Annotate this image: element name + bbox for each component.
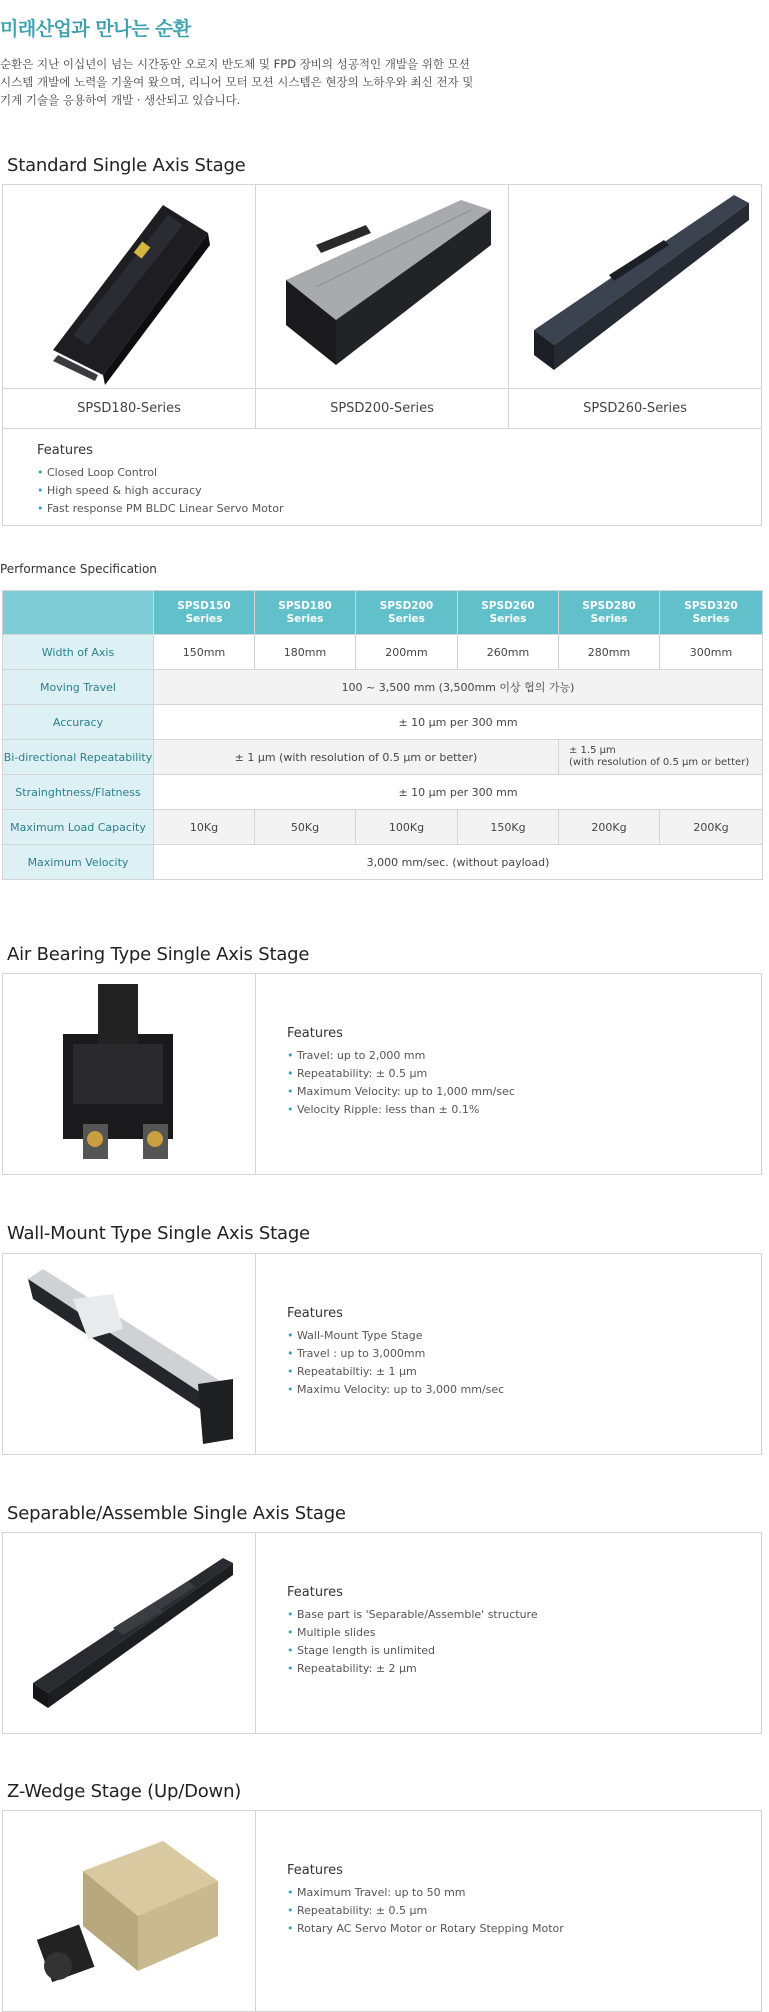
- spec-header-spsd150: [154, 591, 255, 635]
- features-list: [37, 464, 727, 518]
- row-label: Moving Travel: [3, 670, 154, 705]
- feature-item: • Velocity Ripple: less than ± 0.1%: [287, 1101, 515, 1119]
- cell-value: 100Kg: [356, 810, 458, 845]
- repeat-value-b2: (with resolution of 0.5 μm or better): [569, 757, 750, 768]
- spec-title: Performance Specification: [0, 562, 157, 576]
- spec-row-velocity: [3, 845, 763, 880]
- wall-features: [287, 1306, 504, 1399]
- header-series: Series: [286, 612, 324, 625]
- zwedge-section-title: Z-Wedge Stage (Up/Down): [7, 1781, 242, 1802]
- spec-header-spsd280: [559, 591, 660, 635]
- spec-row-accuracy: [3, 705, 763, 740]
- feature-item: • Maximu Velocity: up to 3,000 mm/sec: [287, 1381, 504, 1399]
- product-image-z-wedge: [3, 1811, 256, 2011]
- wall-section-title: Wall-Mount Type Single Axis Stage: [7, 1223, 310, 1244]
- feature-item: • Multiple slides: [287, 1624, 538, 1642]
- header-model: SPSD180: [278, 599, 332, 612]
- feature-item: • High speed & high accuracy: [37, 482, 727, 500]
- features-title: Features: [37, 443, 93, 458]
- repeat-value-b1: ± 1.5 μm: [569, 745, 616, 756]
- row-label: Bi-directional Repeatability: [3, 740, 154, 775]
- header-series: Series: [185, 612, 223, 625]
- spec-header-spsd260: [458, 591, 559, 635]
- cell-value: 50Kg: [255, 810, 356, 845]
- feature-item: • Fast response PM BLDC Linear Servo Motor: [37, 500, 727, 518]
- cell-value: ± 10 μm per 300 mm: [154, 775, 763, 810]
- row-label: Width of Axis: [3, 635, 154, 670]
- feature-item: • Rotary AC Servo Motor or Rotary Stepping Motor: [287, 1920, 564, 1938]
- wall-product-box: [2, 1253, 762, 1455]
- spec-header-row: [3, 591, 763, 635]
- spec-header-blank: [3, 591, 154, 635]
- header-model: SPSD280: [582, 599, 636, 612]
- separable-product-box: [2, 1532, 762, 1734]
- features-list: [287, 1884, 564, 1938]
- header-series: Series: [489, 612, 527, 625]
- header-series: Series: [692, 612, 730, 625]
- product-image-wall-mount: [3, 1254, 256, 1454]
- product-image-air-bearing: [3, 974, 256, 1174]
- separable-features: [287, 1585, 538, 1678]
- cell-value: 200mm: [356, 635, 458, 670]
- row-label: Accuracy: [3, 705, 154, 740]
- header-series: Series: [590, 612, 628, 625]
- cell-value: 200Kg: [559, 810, 660, 845]
- spec-row-width: [3, 635, 763, 670]
- feature-item: • Repeatabiltiy: ± 1 μm: [287, 1363, 504, 1381]
- header-series: Series: [388, 612, 425, 625]
- feature-item: • Wall-Mount Type Stage: [287, 1327, 504, 1345]
- cell-value: 100 ~ 3,500 mm (3,500mm 이상 협의 가능): [154, 670, 763, 705]
- feature-item: • Closed Loop Control: [37, 464, 727, 482]
- intro-text: 순환은 지난 이십년이 넘는 시간동안 오로지 반도체 및 FPD 장비의 성공적인 개발을 위한 모션 시스템 개발에 노력을 기울여 왔으며, 리니어 모터 모션 시스템은 현장의 노하우와 최신 전자 및 기계 기술을 응용하여 개발 · 생산되고 있습니다.: [0, 57, 474, 107]
- feature-item: • Repeatability: ± 0.5 μm: [287, 1902, 564, 1920]
- cell-value: ± 10 μm per 300 mm: [154, 705, 763, 740]
- features-list: [287, 1327, 504, 1399]
- standard-section-title: Standard Single Axis Stage: [7, 155, 246, 176]
- zwedge-features: [287, 1863, 564, 1938]
- cell-value: 300mm: [660, 635, 763, 670]
- standard-features: [3, 428, 761, 525]
- spec-header-spsd200: [356, 591, 458, 635]
- header-model: SPSD150: [177, 599, 231, 612]
- cell-value: 180mm: [255, 635, 356, 670]
- spec-header-spsd180: [255, 591, 356, 635]
- air-features: [287, 1026, 515, 1119]
- product-label-spsd180: SPSD180-Series: [3, 388, 256, 428]
- feature-item: • Travel : up to 3,000mm: [287, 1345, 504, 1363]
- feature-item: • Repeatability: ± 0.5 μm: [287, 1065, 515, 1083]
- features-list: [287, 1047, 515, 1119]
- spec-header-spsd320: [660, 591, 763, 635]
- separable-section-title: Separable/Assemble Single Axis Stage: [7, 1503, 346, 1524]
- air-section-title: Air Bearing Type Single Axis Stage: [7, 944, 310, 965]
- cell-value: 10Kg: [154, 810, 255, 845]
- header-model: SPSD260: [481, 599, 535, 612]
- cell-value: 260mm: [458, 635, 559, 670]
- features-title: Features: [287, 1863, 343, 1878]
- product-image-spsd200: [256, 185, 509, 388]
- product-label-spsd260: SPSD260-Series: [509, 388, 761, 428]
- product-label-spsd200: SPSD200-Series: [256, 388, 509, 428]
- features-list: [287, 1606, 538, 1678]
- row-label: Maximum Velocity: [3, 845, 154, 880]
- feature-item: • Stage length is unlimited: [287, 1642, 538, 1660]
- feature-item: • Travel: up to 2,000 mm: [287, 1047, 515, 1065]
- spec-row-load: [3, 810, 763, 845]
- feature-item: • Maximum Travel: up to 50 mm: [287, 1884, 564, 1902]
- product-image-separable: [3, 1533, 256, 1733]
- spec-table: [2, 590, 763, 880]
- feature-item: • Repeatability: ± 2 μm: [287, 1660, 538, 1678]
- intro-title: 미래산업과 만나는 순환: [0, 18, 191, 40]
- spec-row-travel: [3, 670, 763, 705]
- zwedge-product-box: [2, 1810, 762, 2012]
- features-title: Features: [287, 1026, 343, 1041]
- standard-products-box: [2, 184, 762, 526]
- row-label: Strainghtness/Flatness: [3, 775, 154, 810]
- cell-value: 3,000 mm/sec. (without payload): [154, 845, 763, 880]
- cell-value: [559, 740, 763, 775]
- cell-value: 150Kg: [458, 810, 559, 845]
- product-image-spsd180: [3, 185, 256, 388]
- cell-value: 150mm: [154, 635, 255, 670]
- air-product-box: [2, 973, 762, 1175]
- feature-item: • Base part is 'Separable/Assemble' structure: [287, 1606, 538, 1624]
- features-title: Features: [287, 1585, 343, 1600]
- cell-value: 200Kg: [660, 810, 763, 845]
- header-model: SPSD200: [379, 599, 434, 612]
- header-model: SPSD320: [684, 599, 738, 612]
- row-label: Maximum Load Capacity: [3, 810, 154, 845]
- feature-item: • Maximum Velocity: up to 1,000 mm/sec: [287, 1083, 515, 1101]
- product-image-spsd260: [509, 185, 761, 388]
- spec-row-repeatability: [3, 740, 763, 775]
- spec-row-straightness: [3, 775, 763, 810]
- cell-value: ± 1 μm (with resolution of 0.5 μm or better): [154, 740, 559, 775]
- cell-value: 280mm: [559, 635, 660, 670]
- features-title: Features: [287, 1306, 343, 1321]
